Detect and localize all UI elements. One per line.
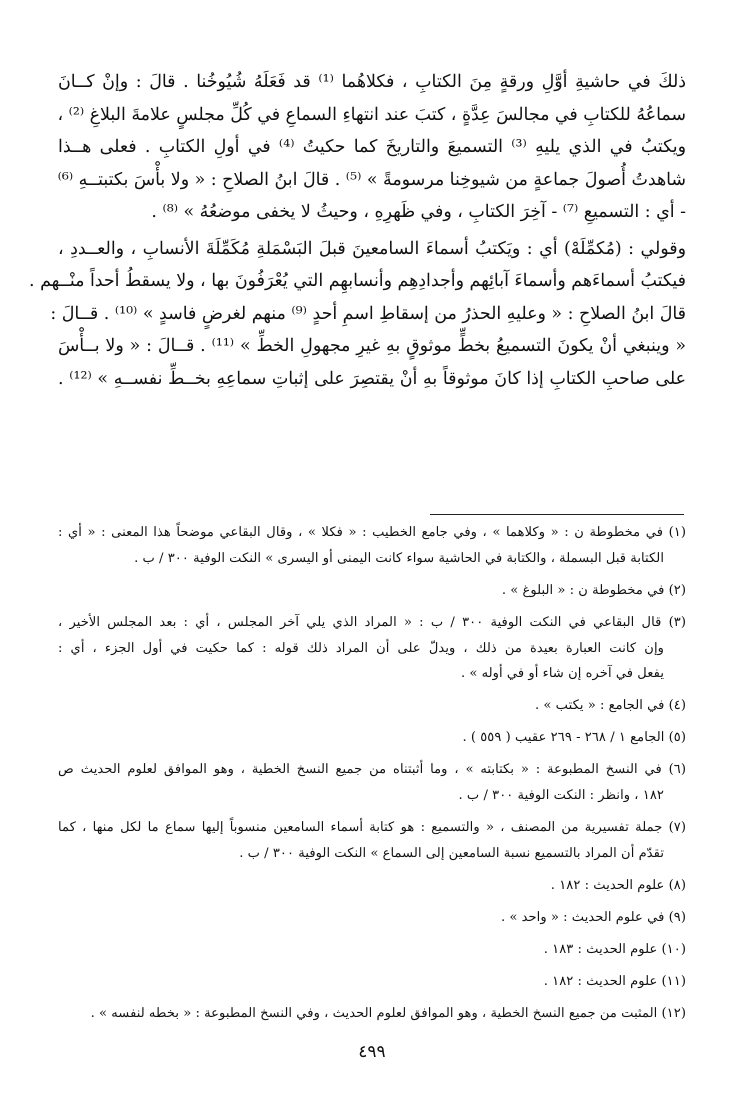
- footnote: (١١) علوم الحديث : ١٨٢ .: [543, 973, 686, 989]
- footnote: (١) في مخطوطة ن : « وكلاهما » ، وفي جامع الخطيب : « فكلا » ، وقال البقاعي موضحاً هذا المعنى : « أي :: [58, 525, 686, 540]
- footnote-continuation: يفعل في آخره إن شاء أو في أوله » .: [460, 666, 664, 682]
- page-number: ٤٩٩: [358, 1042, 386, 1062]
- body-line: وقولي : (مُكمِّلَهْ) أي : ويَكتبُ أسماءَ السامعينَ قبلَ البَسْمَلةِ مُكَمِّلَةَ الأنسابِ ، والعــددِ ،: [58, 238, 686, 259]
- footnote-continuation: وإن كانت العبارة بعيدة من ذلك ، ويدلّ على أن المراد ذلك قوله : كما حكيت في أول الجزء ، أي :: [58, 640, 664, 656]
- body-line: على صاحبِ الكتابِ إذا كانَ موثوقاً بهِ أنْ يقتصِرَ على إثباتِ سماعِهِ بخــطِّ نفســهِ » ⁽¹²⁾ .: [58, 368, 686, 389]
- body-line: - أي : التسميعِ ⁽⁷⁾ - آخِرَ الكتابِ ، وفي ظَهرِهِ ، وحيثُ لا يخفى موضعُهُ » ⁽⁸⁾ .: [151, 202, 686, 222]
- footnote: (٢) في مخطوطة ن : « البلوغ » .: [501, 582, 686, 598]
- footnote: (٩) في علوم الحديث : « واحد » .: [500, 909, 686, 925]
- body-line: « وينبغي أنْ يكونَ التسميعُ بخطٍّ موثوقٍ بهِ غيرِ مجهولِ الخطِّ » ⁽¹¹⁾ . قــالَ : « ولا بــأْسَ: [58, 336, 686, 356]
- footnote: (٦) في النسخ المطبوعة : « بكتابته » ، وما أثبتناه من جميع النسخ الخطية ، وهو الموافق لعلوم الحديث ص: [58, 762, 686, 778]
- footnote-continuation: تقدّم أن المراد بالتسميع نسبة السامعين إلى السماع » النكت الوفية ٣٠٠ / ب .: [239, 845, 664, 861]
- footnote: (٤) في الجامع : « يكتب » .: [535, 698, 686, 714]
- body-line: قالَ ابنُ الصلاحِ : « وعليهِ الحذرُ من إسقاطِ اسمِ أحدٍ ⁽⁹⁾ منهم لغرضٍ فاسدٍ » ⁽¹⁰⁾ . قــالَ :: [50, 303, 686, 324]
- footnote: (٨) علوم الحديث : ١٨٢ .: [550, 877, 686, 893]
- body-line: ذلكَ في حاشيةِ أوَّلِ ورقةٍ مِنَ الكتابِ ، فكلاهُما ⁽¹⁾ قد فَعَلَهُ شُيُوخُنا . قالَ : وإنْ كــانَ: [58, 72, 686, 92]
- body-line: فيكتبُ أسماءَهم وأسماءَ آبائِهم وأجدادِهِم وأنسابهِم التي يُعْرَفُونَ بها ، ولا يسقطُ أحداً منْــهم .: [29, 271, 686, 291]
- body-line: شاهدتُ أُصولَ جماعةٍ من شيوخِنا مرسومةً » ⁽⁵⁾ . قالَ ابنُ الصلاحِ : « ولا بأْسَ بكتبتــهِ ⁽⁶⁾: [57, 169, 686, 190]
- footnote-continuation: الكتابة قبل البسملة ، والكتابة في الحاشية سواء كانت اليمنى أو اليسرى » النكت الوفية ٣٠٠ / ب .: [134, 550, 664, 566]
- footnote: (٥) الجامع ١ / ٢٦٨ - ٢٦٩ عقيب ( ٥٥٩ ) .: [462, 730, 686, 746]
- footnote: (٧) جملة تفسيرية من المصنف ، « والتسميع : هو كتابة أسماء السامعين منسوباً إليها سماع ما لكل منها ، كما: [58, 820, 686, 836]
- footnote-separator: [430, 514, 684, 515]
- body-line: ويكتبُ في الذي يليهِ ⁽³⁾ التسميعَ والتاريخَ كما حكيتُ ⁽⁴⁾ في أولِ الكتابِ . فعلى هــذا: [58, 137, 686, 157]
- footnote-continuation: ١٨٢ ، وانظر : النكت الوفية ٣٠٠ / ب .: [458, 788, 664, 804]
- body-line: سماعُهُ للكتابِ في مجالسَ عِدَّةٍ ، كتبَ عند انتهاءِ السماعِ في كُلِّ مجلسٍ علامةَ البلاغِ ⁽²⁾ ،: [57, 104, 686, 125]
- footnote: (١٢) المثبت من جميع النسخ الخطية ، وهو الموافق لعلوم الحديث ، وفي النسخ المطبوعة : « بخطه لنفسه » .: [90, 1005, 686, 1021]
- footnote: (٣) قال البقاعي في النكت الوفية ٣٠٠ / ب : « المراد الذي يلي آخر المجلس ، أي : بعد المجلس الأخير ،: [58, 614, 686, 630]
- footnote: (١٠) علوم الحديث : ١٨٣ .: [543, 941, 686, 957]
